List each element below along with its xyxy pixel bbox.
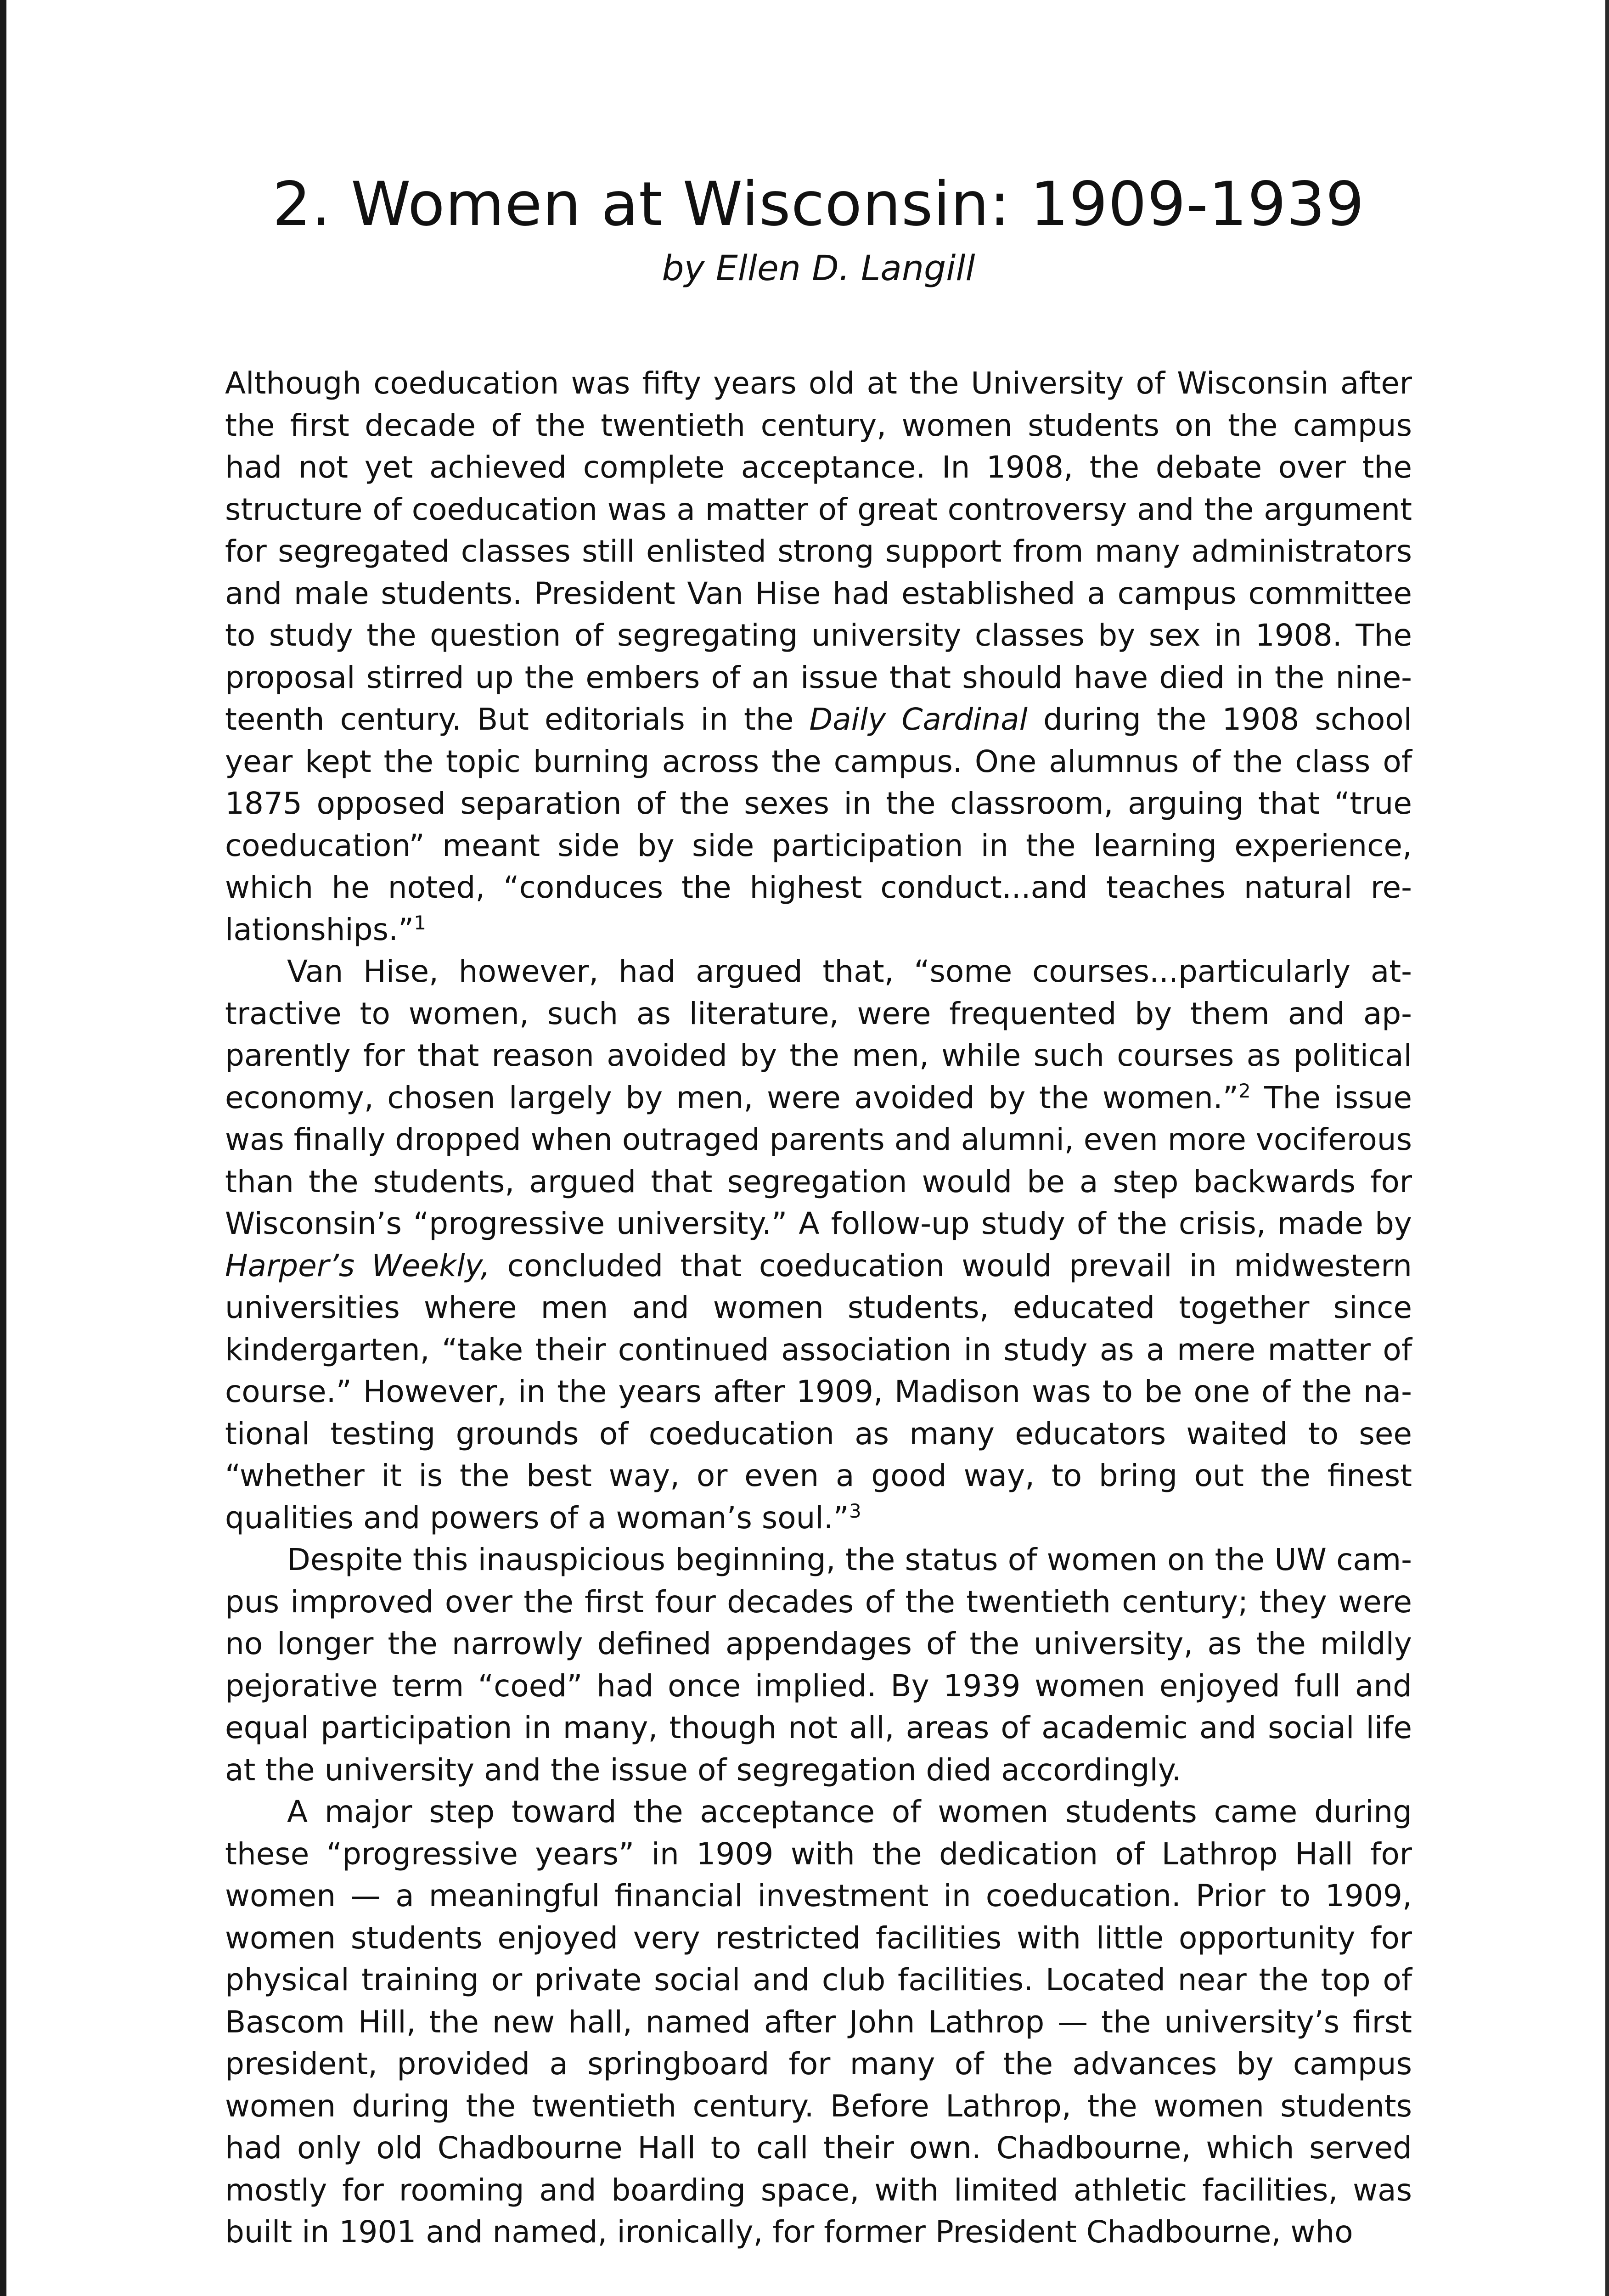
harpers-weekly-title: Harper’s Weekly, [225, 1248, 490, 1283]
chapter-title: 2. Women at Wisconsin: 1909-1939 [272, 169, 1365, 240]
paragraph-1 [225, 362, 1412, 951]
byline: by Ellen D. Langill [662, 248, 975, 288]
paragraph-1-text-b: during the 1908 school year kept the topic burning across the campus. One alumnus of the class of 1875 opposed separation of the sexes in the classroom, arguing that “true coeducation” meant side by side participation in the learning experience, which he noted, “conduces the highest conduct...and teaches natural relationships.” [225, 702, 1412, 947]
paragraph-4: A major step toward the acceptance of women students came during these “progressive years” in 1909 with the dedication of Lathrop Hall for women — a meaningful financial investment in coeducation. Prior to 1909, women students enjoyed very restricted facilities with little opportunity for physical training or private social and club facilities. Located near the top of Bascom Hill, the new hall, named after John Lathrop — the university’s first president, provided a springboard for many of the advances by campus women during the twentieth century. Before Lathrop, the women students had only old Chadbourne Hall to call their own. Chadbourne, which served mostly for rooming and boarding space, with limited athletic facilities, was built in 1901 and named, ironically, for former President Chadbourne, who [225, 1794, 1412, 2250]
scan-border-right [1605, 0, 1609, 2296]
article-body [225, 362, 1412, 2253]
footnote-marker-2: 2 [1238, 1079, 1251, 1102]
paragraph-2-text-c: concluded that coeducation would prevail in midwestern universities where men and women students, educated together since kindergarten, “take their continued association in study as a mere matter of course.” However, in the years after 1909, Madison was to be one of the national testing grounds of coeducation as many educators waited to see “whether it is the best way, or even a good way, to bring out the finest qualities and powers of a woman’s soul.” [225, 1248, 1412, 1536]
paragraph-2-text-b: The issue was finally dropped when outraged parents and alumni, even more vociferous than the students, argued that segregation would be a step backwards for Wisconsin’s “progressive university.” A follow-up study of the crisis, made by [225, 1080, 1412, 1241]
page-body [225, 170, 1412, 2253]
paragraph-3: Despite this inauspicious beginning, the status of women on the UW campus improved over the first four decades of the twentieth century; they were no longer the narrowly defined appendages of the university, as the mildly pejorative term “coed” had once implied. By 1939 women enjoyed full and equal participation in many, though not all, areas of academic and social life at the university and the issue of segregation died accordingly. [225, 1542, 1412, 1788]
scan-border-left [0, 0, 6, 2296]
paragraph-1-text-a: Although coeducation was fifty years old at the University of Wisconsin after the first decade of the twentieth century, women students on the campus had not yet achieved complete acceptance. In 1908, the debate over the structure of coeducation was a matter of great controversy and the argument for segregated classes still enlisted strong support from many administrators and male students. President Van Hise had established a campus committee to study the question of segregating university classes by sex in 1908. The proposal stirred up the embers of an issue that should have died in the nineteenth century. But editorials in the [225, 366, 1412, 737]
daily-cardinal-title: Daily Cardinal [809, 702, 1028, 737]
paragraph-2-text-a: Van Hise, however, had argued that, “some courses...particularly attractive to women, such as literature, were frequented by them and apparently for that reason avoided by the men, while such courses as political economy, chosen largely by men, were avoided by the women.” [225, 954, 1412, 1115]
footnote-marker-3: 3 [849, 1499, 861, 1522]
footnote-marker-1: 1 [414, 911, 426, 934]
paragraph-2 [225, 951, 1412, 1539]
